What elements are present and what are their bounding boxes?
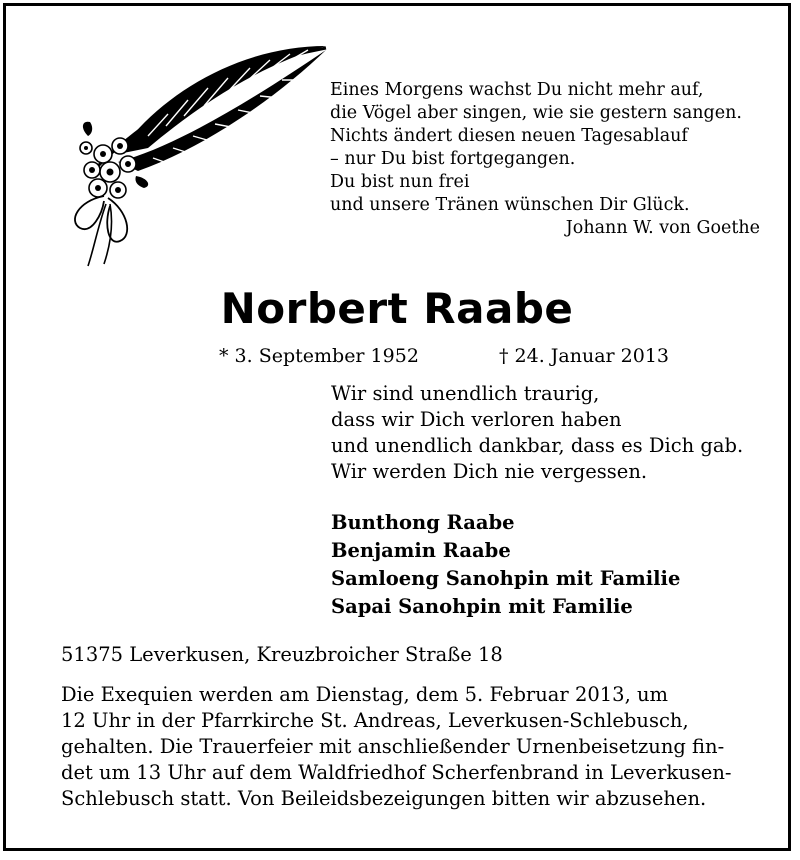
service-line: Schlebusch statt. Von Beileidsbezeigungen bitten wir abzusehen.: [61, 787, 707, 810]
mourning-verse: [331, 381, 743, 485]
verse-line: Wir werden Dich nie vergessen.: [331, 460, 648, 483]
birth-date: * 3. September 1952: [219, 345, 419, 367]
verse-line: und unendlich dankbar, dass es Dich gab.: [331, 434, 744, 457]
service-line: Die Exequien werden am Dienstag, dem 5. Februar 2013, um: [61, 683, 669, 706]
funeral-service-info: [61, 682, 751, 812]
poem-line: – nur Du bist fortgegangen.: [330, 149, 576, 169]
mourner-name: Sapai Sanohpin mit Familie: [331, 595, 633, 618]
goethe-poem: [330, 79, 760, 240]
service-line: gehalten. Die Trauerfeier mit anschließender Urnenbeisetzung fin-: [61, 735, 725, 758]
service-line: 12 Uhr in der Pfarrkirche St. Andreas, Leverkusen-Schlebusch,: [61, 709, 689, 732]
poem-line: Eines Morgens wachst Du nicht mehr auf,: [330, 80, 704, 100]
family-address: 51375 Leverkusen, Kreuzbroicher Straße 18: [61, 643, 503, 666]
deceased-name: Norbert Raabe: [220, 284, 574, 333]
feather-with-flowers-icon: [58, 36, 338, 276]
verse-line: dass wir Dich verloren haben: [331, 408, 622, 431]
death-date: † 24. Januar 2013: [499, 345, 670, 367]
obituary-notice: [3, 3, 791, 851]
poem-line: die Vögel aber singen, wie sie gestern sangen.: [330, 103, 742, 123]
poem-author: Johann W. von Goethe: [565, 218, 760, 238]
service-line: det um 13 Uhr auf dem Waldfriedhof Scherfenbrand in Leverkusen-: [61, 761, 732, 784]
verse-line: Wir sind unendlich traurig,: [331, 382, 600, 405]
mourner-name: Benjamin Raabe: [331, 539, 511, 562]
mourner-name: Samloeng Sanohpin mit Familie: [331, 567, 681, 590]
mourner-name: Bunthong Raabe: [331, 511, 515, 534]
poem-line: Nichts ändert diesen neuen Tagesablauf: [330, 126, 688, 146]
mourners-list: [331, 509, 680, 621]
poem-line: und unsere Tränen wünschen Dir Glück.: [330, 195, 690, 215]
poem-line: Du bist nun frei: [330, 172, 470, 192]
